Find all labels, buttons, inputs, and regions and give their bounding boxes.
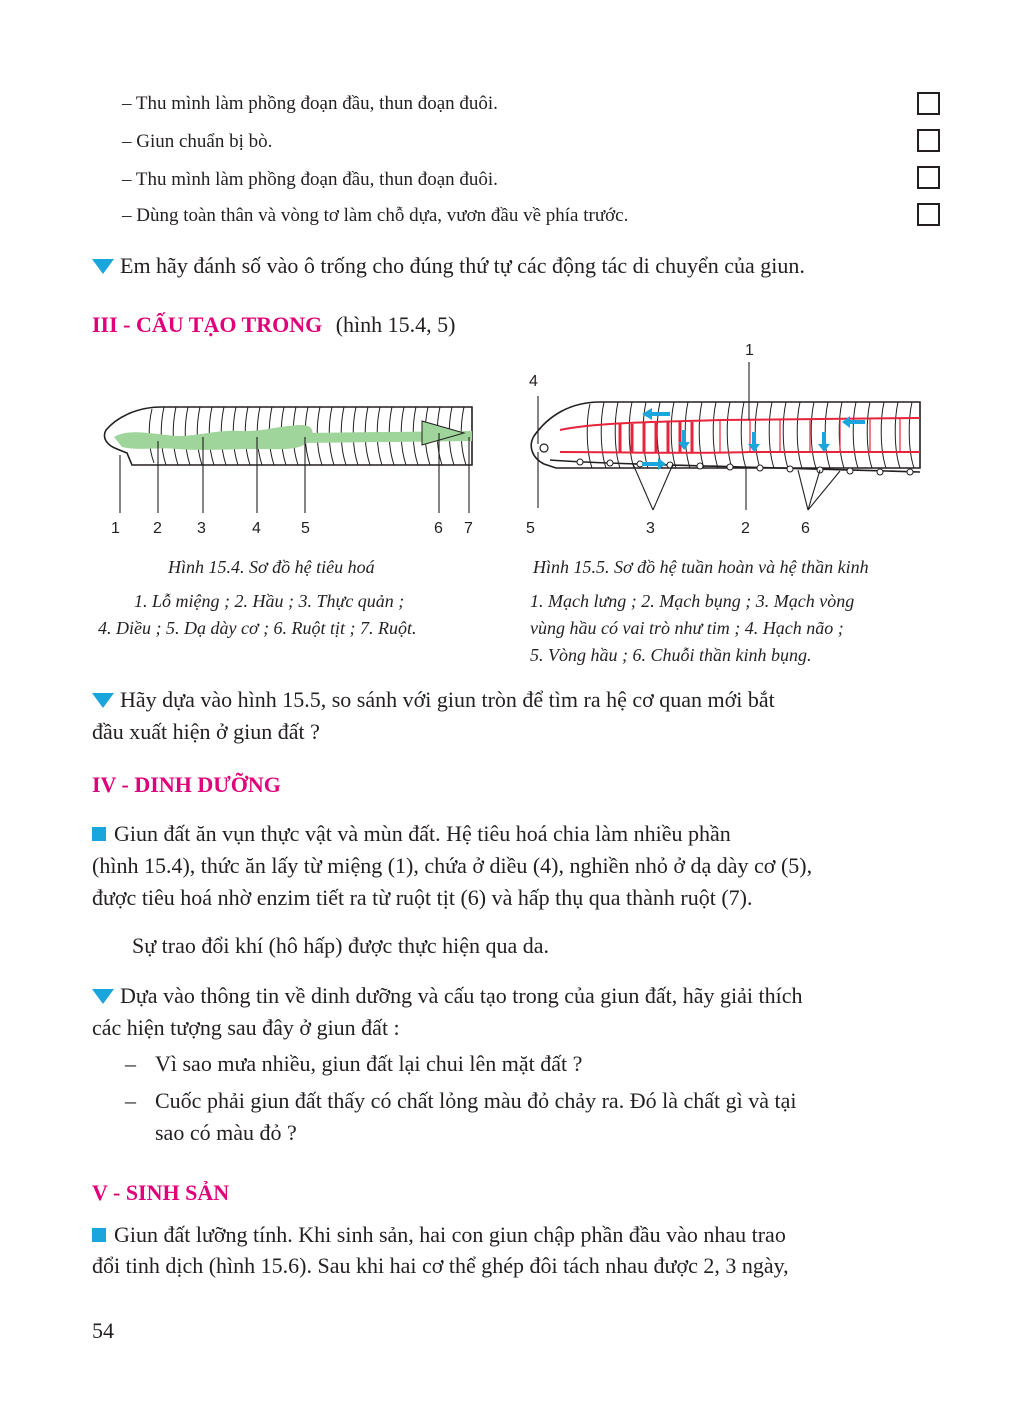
- fig154-label-2: 2: [153, 520, 162, 537]
- info-1-line-1: Giun đất ăn vụn thực vật và mùn đất. Hệ tiêu hoá chia làm nhiều phần: [114, 821, 731, 846]
- task-2-line-2: đầu xuất hiện ở giun đất ?: [92, 719, 320, 744]
- fig155-legend-1: 1. Mạch lưng ; 2. Mạch bụng ; 3. Mạch vòng: [530, 591, 855, 611]
- info-1-line-3: được tiêu hoá nhờ enzim tiết ra từ ruột tịt (6) và hấp thụ qua thành ruột (7).: [92, 885, 753, 910]
- square-bullet-icon: [92, 827, 106, 841]
- task-1-text: Em hãy đánh số vào ô trống cho đúng thứ tự các động tác di chuyển của giun.: [120, 253, 805, 278]
- step-3-checkbox[interactable]: [917, 166, 940, 189]
- info-1-line-2: (hình 15.4), thức ăn lấy từ miệng (1), chứa ở diều (4), nghiền nhỏ ở dạ dày cơ (5),: [92, 853, 813, 878]
- question-2-dash: –: [125, 1088, 136, 1113]
- ventral-vessel: [560, 452, 920, 453]
- step-4-checkbox[interactable]: [917, 203, 940, 226]
- fig155-label-4: 4: [529, 373, 538, 390]
- fig155-label-3: 3: [646, 520, 655, 537]
- fig155-label-2: 2: [741, 520, 750, 537]
- fig154-label-3: 3: [197, 520, 206, 537]
- aortic-arches: [620, 422, 692, 452]
- info-3: [92, 1219, 942, 1251]
- fig154-label-4: 4: [252, 520, 261, 537]
- info-1: [92, 818, 942, 850]
- fig154-label-7: 7: [464, 520, 473, 537]
- fig154-label-5: 5: [301, 520, 310, 537]
- step-2-checkbox[interactable]: [917, 129, 940, 152]
- fig154-label-1: 1: [111, 520, 120, 537]
- task-1: [92, 250, 942, 282]
- question-1-dash: –: [125, 1051, 136, 1076]
- fig154-label-6: 6: [434, 520, 443, 537]
- triangle-bullet-icon: [92, 693, 114, 708]
- task-3: [92, 980, 942, 1012]
- task-3-line-1: Dựa vào thông tin về dinh dưỡng và cấu tạo trong của giun đất, hãy giải thích: [120, 983, 803, 1008]
- task-2: [92, 684, 942, 716]
- fig155-label-5: 5: [526, 520, 535, 537]
- fig155-legend-3: 5. Vòng hầu ; 6. Chuỗi thần kinh bụng.: [530, 645, 812, 665]
- task-3-line-2: các hiện tượng sau đây ở giun đất :: [92, 1015, 400, 1040]
- fig154-legend-2: 4. Diều ; 5. Dạ dày cơ ; 6. Ruột tịt ; 7. Ruột.: [98, 618, 417, 638]
- step-1: – Thu mình làm phồng đoạn đầu, thun đoạn đuôi.: [122, 93, 498, 114]
- figure-15-5-circulatory-diagram: [520, 360, 930, 530]
- triangle-bullet-icon: [92, 989, 114, 1004]
- page-number: 54: [92, 1318, 114, 1343]
- info-3-line-1: Giun đất lưỡng tính. Khi sinh sản, hai con giun chập phần đầu vào nhau trao: [114, 1222, 786, 1247]
- fig155-legend-2: vùng hầu có vai trò như tim ; 4. Hạch não ;: [530, 618, 844, 638]
- section-3-heading: [92, 312, 456, 338]
- question-2-line-2: sao có màu đỏ ?: [155, 1120, 297, 1145]
- question-1: Vì sao mưa nhiều, giun đất lại chui lên mặt đất ?: [155, 1051, 583, 1076]
- section-4-title: IV - DINH DƯỠNG: [92, 772, 281, 797]
- fig155-label-1: 1: [745, 342, 754, 359]
- step-3: – Thu mình làm phồng đoạn đầu, thun đoạn đuôi.: [122, 169, 498, 190]
- task-2-line-1: Hãy dựa vào hình 15.5, so sánh với giun tròn để tìm ra hệ cơ quan mới bắt: [120, 687, 775, 712]
- cerebral-ganglion: [540, 444, 548, 452]
- info-2: Sự trao đổi khí (hô hấp) được thực hiện qua da.: [132, 933, 550, 958]
- fig155-label-6: 6: [801, 520, 810, 537]
- fig155-caption-title: Hình 15.5. Sơ đồ hệ tuần hoàn và hệ thần kinh: [533, 557, 869, 577]
- step-4: – Dùng toàn thân và vòng tơ làm chỗ dựa, vươn đầu về phía trước.: [122, 205, 629, 226]
- info-3-line-2: đổi tinh dịch (hình 15.6). Sau khi hai cơ thể ghép đôi tách nhau được 2, 3 ngày,: [92, 1253, 789, 1278]
- fig154-legend-1: 1. Lỗ miệng ; 2. Hầu ; 3. Thực quản ;: [134, 591, 405, 611]
- question-2-line-1: Cuốc phải giun đất thấy có chất lỏng màu đỏ chảy ra. Đó là chất gì và tại: [155, 1088, 797, 1113]
- section-5-title: V - SINH SẢN: [92, 1180, 230, 1205]
- triangle-bullet-icon: [92, 259, 114, 274]
- square-bullet-icon: [92, 1228, 106, 1242]
- step-1-checkbox[interactable]: [917, 92, 940, 115]
- fig154-caption-title: Hình 15.4. Sơ đồ hệ tiêu hoá: [168, 557, 375, 577]
- section-3-title: III - CẤU TẠO TRONG: [92, 312, 323, 337]
- step-2: – Giun chuẩn bị bò.: [122, 131, 273, 152]
- figure-15-4-digestive-diagram: [92, 385, 492, 545]
- section-3-ref: (hình 15.4, 5): [335, 312, 456, 337]
